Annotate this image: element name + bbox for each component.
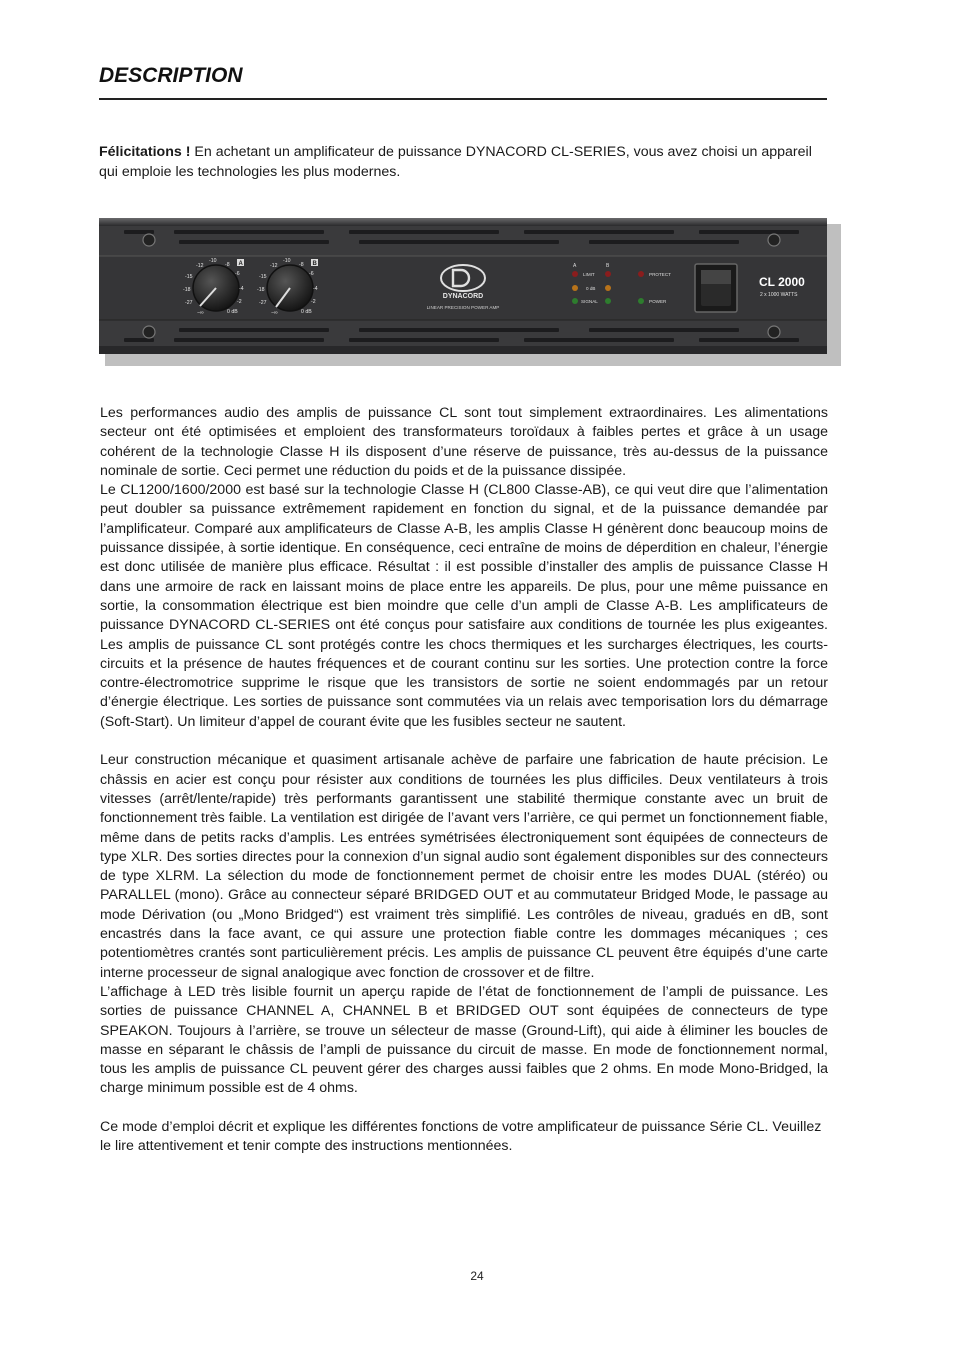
channel-b-label: B (312, 261, 317, 267)
paragraph-performance: Les performances audio des amplis de puissance CL sont tout simplement extraordinaires. Les alimentations secteur ont été optimisées et emploient des transformateurs toroïdaux à faibles pertes et grâce à un usage cohérent de la technologie Classe H ils disposent d’une réserve de puissance, très au-dessus de la puissance nominale de sortie. Ceci permet une réduction du poids et de la puissance dissipée. (100, 405, 828, 479)
amp-brand: DYNACORD (442, 293, 484, 300)
knob-a-tick-label: -4 (239, 286, 244, 292)
paragraph-manual-note: Ce mode d’emploi décrit et explique les différentes fonctions de votre amplificateur de puissance Série CL. Veuillez le lire attentivement et tenir compte des instructions mentionnées. (100, 1118, 822, 1155)
description-body (100, 404, 828, 1157)
intro-lead: Félicitations ! (99, 144, 191, 160)
knob-b-tick-label: -8 (299, 262, 304, 268)
knob-b-tick-label: 0 dB (301, 309, 312, 315)
amplifier-front-panel-image (99, 218, 841, 368)
knob-a-tick-label: -2 (237, 299, 242, 305)
title-divider (99, 98, 827, 100)
knob-b-min-label: −∞ (271, 310, 278, 316)
knob-b-tick-label: -18 (257, 287, 265, 293)
amp-model-rating: 2 x 1000 WATTS (760, 292, 798, 298)
page-title: DESCRIPTION (99, 64, 243, 87)
paragraph-class-h: Le CL1200/1600/2000 est basé sur la technologie Classe H (CL800 Classe-AB), ce qui veut dire que l’alimentation peut doubler sa puissance extrêmement rapidement en fonction du signal, et de la puissance demandée par l’amplificateur. Comparé aux amplificateurs de Classe A-B, les amplis Classe H génèrent donc beaucoup moins de puissance dissipée, à sortie identique. En conséquence, ceci entraîne de moins de déperdition en chaleur, l’énergie est donc utilisée de manière plus efficace. Résultat : il est possible d’installer des amplis de puissance Classe H dans une armoire de rack en laissant moins de place entre les appareils. De plus, pour une même puissance en sortie, la consommation électrique est bien moindre que celle d’un ampli de Classe A-B. Les amplificateurs de puissance DYNACORD CL-SERIES ont été conçus pour satisfaire aux conditions de tournée les plus exigeantes. Les amplis de puissance CL sont protégés contre les chocs thermiques et les surcharges électriques, les courts-circuits et la présence de hautes fréquences et de courant continu sur les sorties. Une protection contre la force contre-électromotrice supprime le risque que les transistors de sortie ne soient endommagés par un retour d’énergie électrique. Les sorties de puissance sont commutées via un relais avec temporisation lors du démarrage (Soft-Start). Un limiteur d’appel de courant évite que les fusibles secteur ne sautent. (100, 482, 828, 730)
led-protect-label: PROTECT (649, 272, 671, 277)
paragraph-construction: Leur construction mécanique et quasiment artisanale achève de parfaire une fabrication de haute précision. Le châssis en acier est conçu pour résister aux conditions de tournées les plus difficiles. Deux ventilateurs à trois vitesses (arrêt/lente/rapide) très performants garantissent une stabilité thermique constante avec un bruit de fonctionnement très faible. La ventilation est dirigée de l’avant vers l’arrière, ce qui permet un fonctionnement fiable, même dans de petits racks d’amplis. Les entrées symétrisées électroniquement sont équipées de connecteurs de type XLR. Des sorties directes pour la connexion d’un signal audio sont également disponibles sur des connecteurs de type XLRM. La sélection du mode de fonctionnement permet de choisir entre les modes DUAL (stéréo) ou PARALLEL (mono). Grâce au connecteur séparé BRIDGED OUT et au commutateur Bridged Mode, le passage au mode Dérivation (ou „Mono Bridged“) est vraiment très simplifié. Les contrôles de niveau, gradués en dB, sont encastrés dans la face avant, ce qui assure une protection fiable contre les dommages mécaniques ; ces potentiomètres crantés sont particulièrement précis. Les amplis de puissance CL peuvent être équipés d’une carte interne processeur de signal analogique avec fonction de crossover et de filtre. (100, 752, 828, 981)
led-signal-label: SIGNAL (581, 299, 598, 304)
knob-a-tick-label: -8 (225, 262, 230, 268)
knob-a-tick-label: -6 (235, 271, 240, 277)
amp-subtitle: LINEAR PRECISION POWER AMP (426, 305, 500, 310)
level-knob-b-icon (267, 265, 313, 311)
knob-b-tick-label: -15 (259, 274, 267, 280)
amp-model: CL 2000 (759, 275, 805, 289)
page-number: 24 (470, 1269, 484, 1283)
knob-a-tick-label: -15 (185, 274, 193, 280)
knob-b-tick-label: -4 (313, 286, 318, 292)
knob-a-tick-label: -12 (196, 263, 204, 269)
knob-b-tick-label: -27 (259, 300, 267, 306)
level-knob-a-icon (193, 265, 239, 311)
led-column-a-label: A (573, 263, 577, 269)
led-limit-label: LIMIT (583, 272, 595, 277)
knob-b-tick-label: -2 (311, 299, 316, 305)
knob-b-tick-label: -10 (283, 258, 291, 264)
led-0db-label: 0 dB (586, 286, 596, 291)
knob-a-min-label: −∞ (197, 310, 204, 316)
knob-a-tick-label: -27 (185, 300, 193, 306)
knob-a-tick-label: -10 (209, 258, 217, 264)
power-switch (695, 264, 737, 312)
knob-b-tick-label: -12 (270, 263, 278, 269)
intro-paragraph (99, 143, 827, 182)
channel-a-label: A (238, 261, 243, 267)
led-column-b-label: B (606, 263, 610, 269)
knob-a-tick-label: -18 (183, 287, 191, 293)
paragraph-led-display: L’affichage à LED très lisible fournit un aperçu rapide de l’état de fonctionnement de l’ampli de puissance. Les sorties de puissance CHANNEL A, CHANNEL B et BRIDGED OUT sont équipées de connecteurs de type SPEAKON. Toujours à l’arrière, se trouve un sélecteur de masse (Ground-Lift), qui aide à éliminer les boucles de masse en séparant le châssis de l’ampli de puissance du circuit de masse. En mode de fonctionnement normal, tous les amplis de puissance CL peuvent gérer des charges aussi faibles que 2 ohms. En mode Mono-Bridged, la charge minimum possible est de 4 ohms. (100, 983, 828, 1097)
led-power-label: POWER (649, 299, 667, 304)
knob-b-tick-label: -6 (309, 271, 314, 277)
intro-text: En achetant un amplificateur de puissance DYNACORD CL-SERIES, vous avez choisi un appareil qui emploie les technologies les plus modernes. (99, 144, 812, 180)
knob-a-tick-label: 0 dB (227, 309, 238, 315)
